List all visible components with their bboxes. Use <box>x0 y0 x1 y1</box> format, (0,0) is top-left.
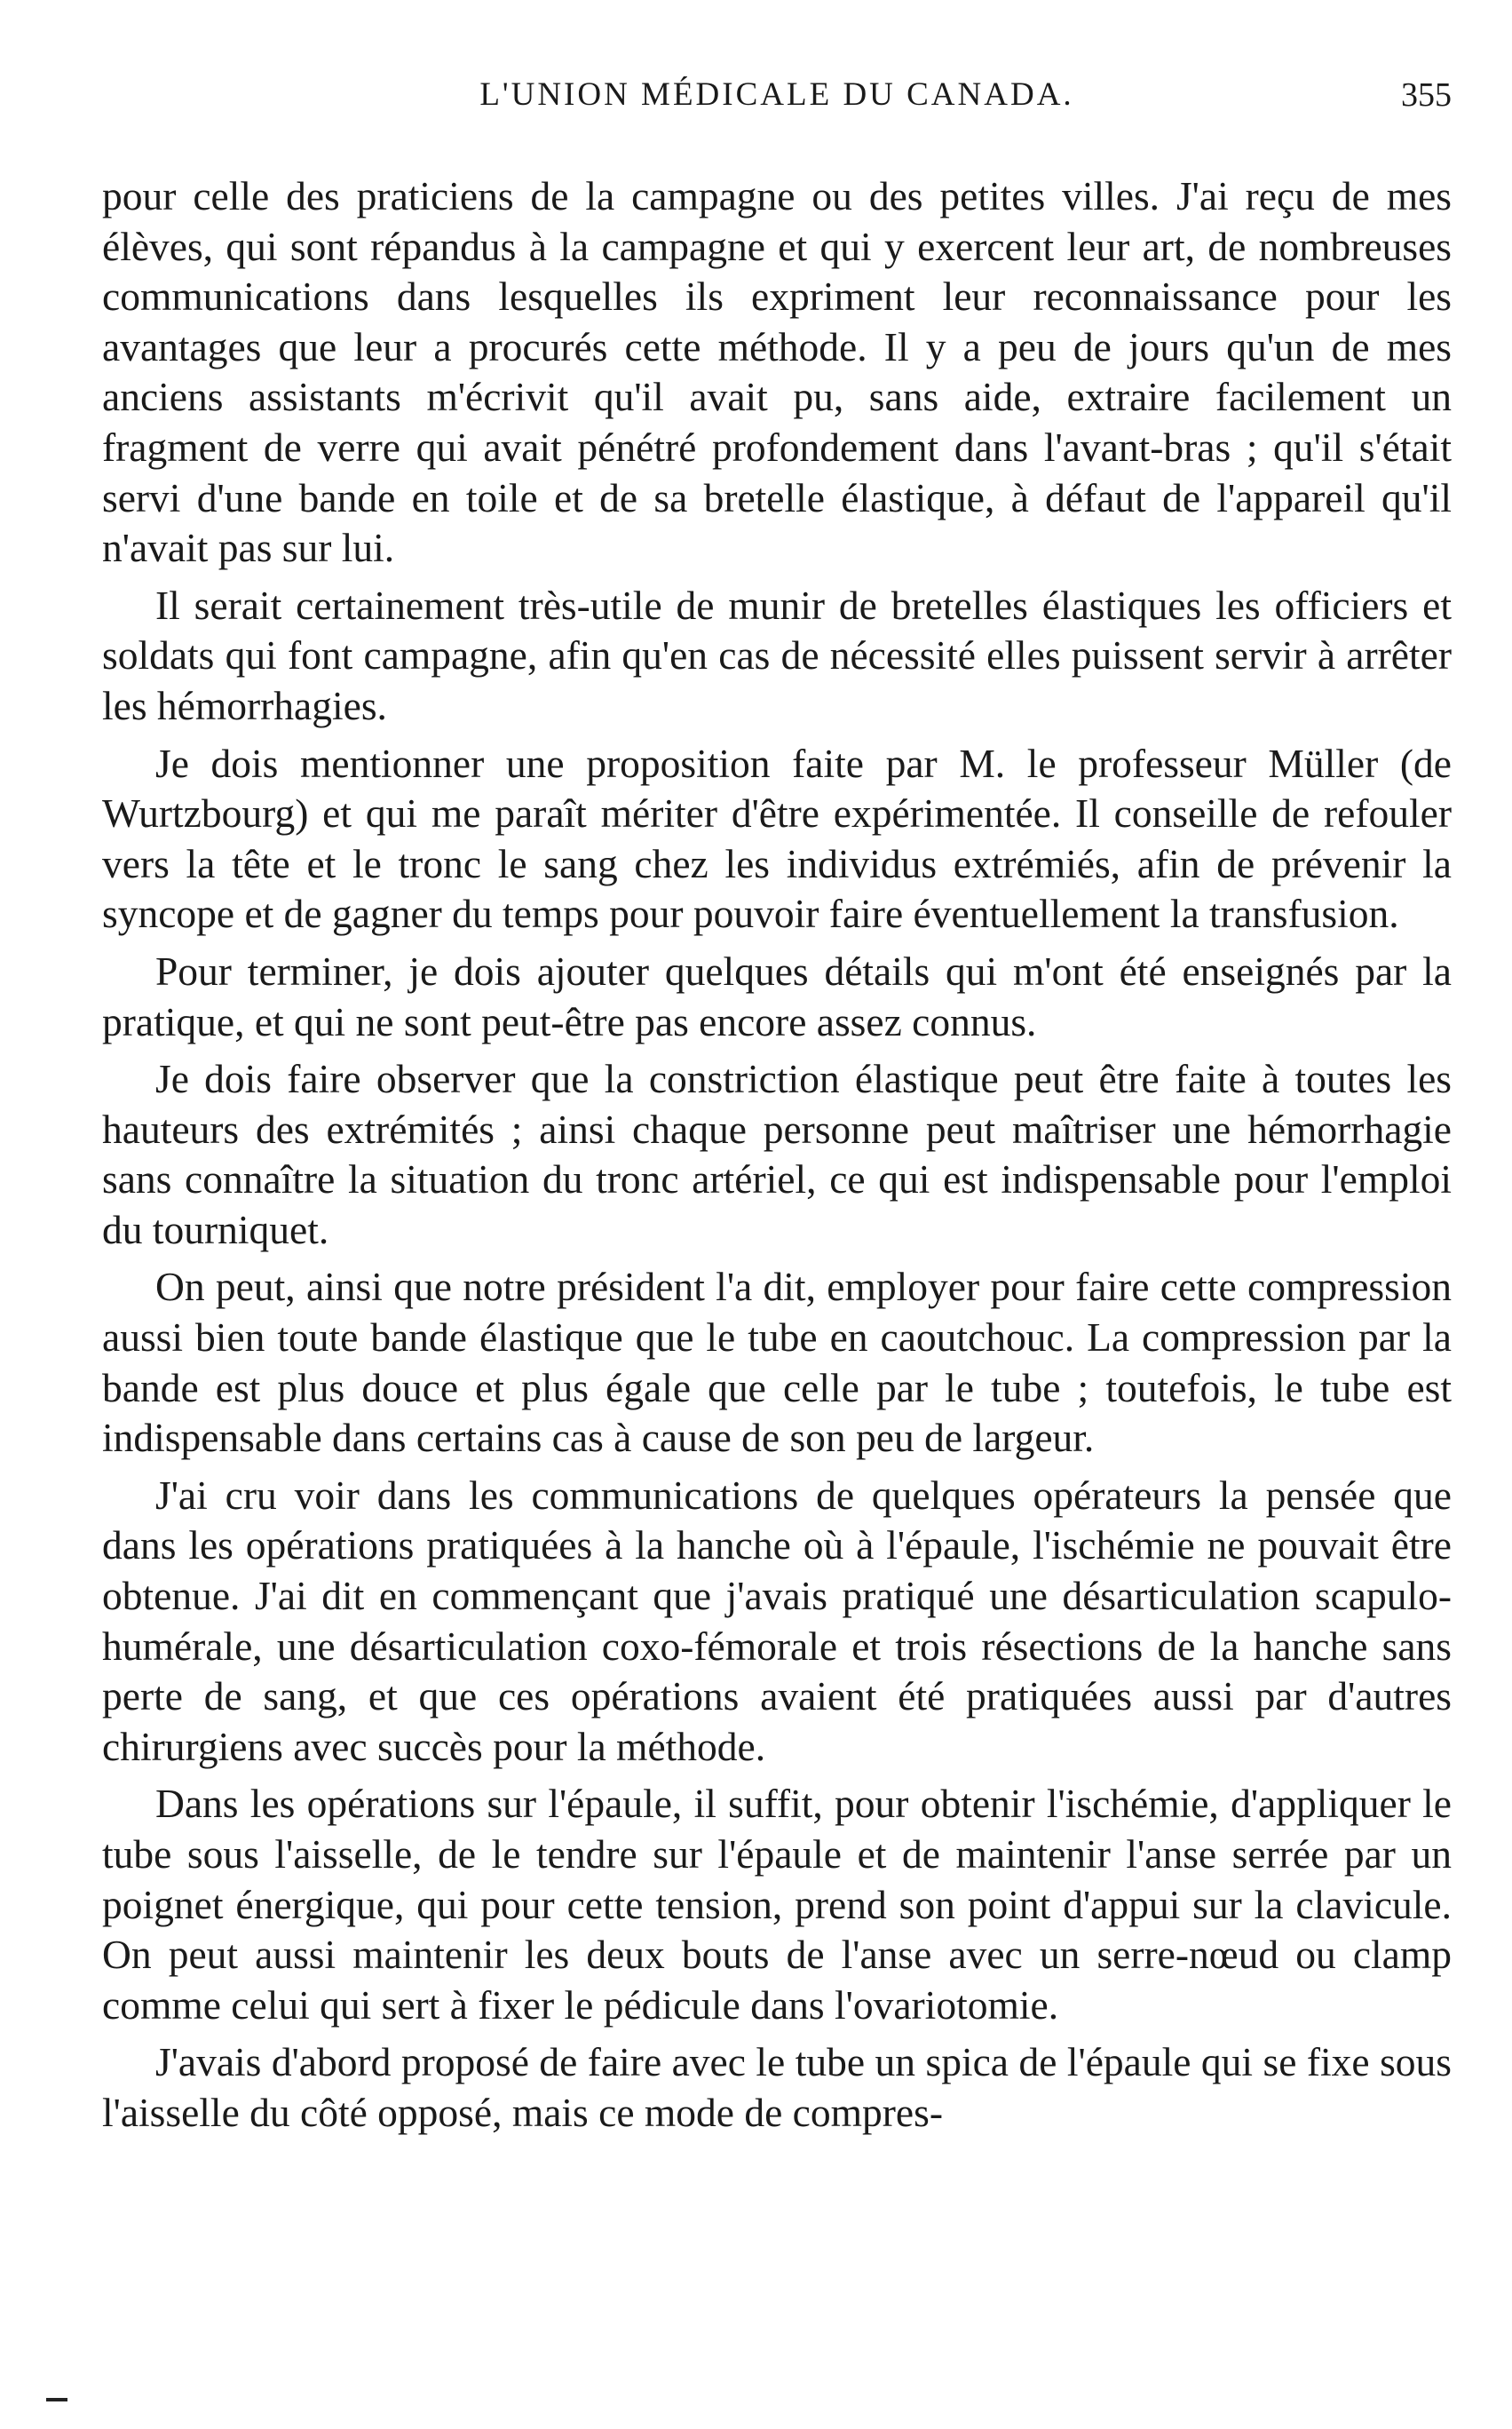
paragraph-1: pour celle des praticiens de la campagne ou des petites villes. J'ai reçu de mes élèves, qui sont répandus à la campagne et qui y exercent leur art, de nombreuses communications dans lesquelles ils expriment leur reconnaissance pour les avantages que leur a procurés cette méthode. Il y a peu de jours qu'un de mes anciens assistants m'écrivit qu'il avait pu, sans aide, extraire facilement un fragment de verre qui avait pénétré profondement dans l'avant-bras ; qu'il s'était servi d'une bande en toile et de sa bretelle élastique, à défaut de l'appareil qu'il n'avait pas sur lui. <box>102 173 1452 571</box>
paragraph-8: Dans les opérations sur l'épaule, il suffit, pour obtenir l'ischémie, d'appliquer le tube sous l'aisselle, de le tendre sur l'épaule et de maintenir l'anse serrée par un poignet énergique, qui pour cette tension, prend son point d'appui sur la clavicule. On peut aussi maintenir les deux bouts de l'anse avec un serre-nœud ou clamp comme celui qui sert à fixer le pédicule dans l'ovariotomie. <box>102 1781 1452 2028</box>
paragraph-2: Il serait certainement très-utile de munir de bretelles élastiques les officiers et soldats qui font campagne, afin qu'en cas de nécessité elles puissent servir à arrêter les hémorrhagies. <box>102 582 1452 728</box>
paragraph-3: Je dois mentionner une proposition faite par M. le professeur Müller (de Wurtzbourg) et qui me paraît mériter d'être expérimentée. Il conseille de refouler vers la tête et le tronc le sang chez les individus extrémiés, afin de prévenir la syncope et de gagner du temps pour pouvoir faire éventuellement la transfusion. <box>102 740 1452 937</box>
page-header <box>102 75 1452 138</box>
paragraph-5: Je dois faire observer que la constriction élastique peut être faite à toutes les hauteurs des extrémités ; ainsi chaque personne peut maîtriser une hémorrhagie sans connaître la situation du tronc artériel, ce qui est indispensable pour l'emploi du tourniquet. <box>102 1056 1452 1252</box>
paragraph-9: J'avais d'abord proposé de faire avec le tube un spica de l'épaule qui se fixe sous l'aisselle du côté opposé, mais ce mode de compres- <box>102 2039 1452 2135</box>
body-text <box>102 171 1452 2139</box>
paragraph-4: Pour terminer, je dois ajouter quelques détails qui m'ont été enseignés par la pratique, et qui ne sont peut-être pas encore assez connus. <box>102 948 1452 1044</box>
paragraph-7: J'ai cru voir dans les communications de quelques opérateurs la pensée que dans les opérations pratiquées à la hanche où à l'épaule, l'ischémie ne pouvait être obtenue. J'ai dit en commençant que j'avais pratiqué une désarticulation scapulo-humérale, une désarticulation coxo-fémorale et trois résections de la hanche sans perte de sang, et que ces opérations avaient été pratiquées aussi par d'autres chirurgiens avec succès pour la méthode. <box>102 1472 1452 1769</box>
page-number: 355 <box>1401 76 1452 114</box>
margin-mark <box>46 2398 67 2401</box>
book-page <box>102 75 1452 2146</box>
paragraph-6: On peut, ainsi que notre président l'a dit, employer pour faire cette compression aussi bien toute bande élastique que le tube en caoutchouc. La compression par la bande est plus douce et plus égale que celle par le tube ; toutefois, le tube est indispensable dans certains cas à cause de son peu de largeur. <box>102 1264 1452 1461</box>
running-title: L'UNION MÉDICALE DU CANADA. <box>479 76 1074 113</box>
